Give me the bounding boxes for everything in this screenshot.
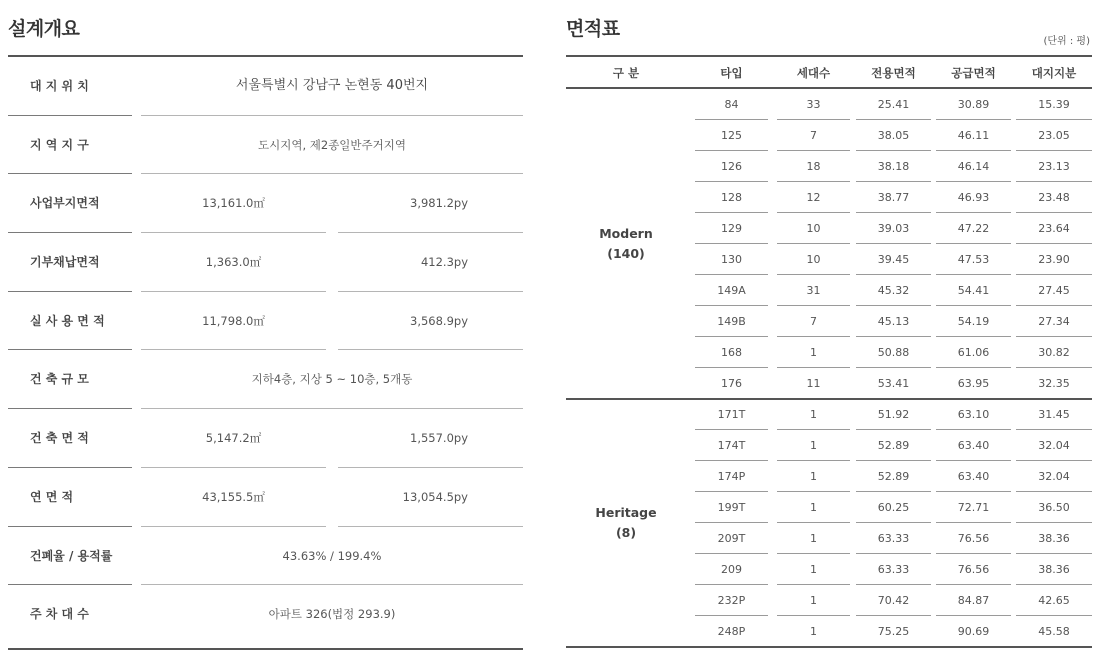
cell-type: 176 <box>721 377 742 390</box>
cell-land: 38.36 <box>1038 532 1070 545</box>
overview-value-py: 3,981.2py <box>410 196 468 211</box>
group-name: Modern <box>599 226 653 241</box>
cell-units: 1 <box>810 346 817 359</box>
cell-land: 32.04 <box>1038 470 1070 483</box>
cell-exclusive: 63.33 <box>877 532 910 545</box>
table-row <box>566 523 1092 554</box>
cell-supply: 47.22 <box>957 222 990 235</box>
cell-land: 23.90 <box>1038 253 1070 266</box>
header-exclusive-area: 전용면적 <box>871 66 916 80</box>
table-row <box>566 585 1092 616</box>
cell-supply: 84.87 <box>957 594 990 607</box>
cell-supply: 76.56 <box>957 532 990 545</box>
table-row <box>566 306 1092 337</box>
cell-type: 174P <box>717 470 746 483</box>
header-land-share: 대지지분 <box>1031 66 1077 80</box>
table-row <box>566 430 1092 461</box>
overview-label: 건 축 면 적 <box>30 431 89 446</box>
overview-value-sqm: 13,161.0㎡ <box>202 196 265 211</box>
overview-value: 아파트 326(법정 293.9) <box>268 607 396 622</box>
cell-land: 23.64 <box>1038 222 1070 235</box>
cell-supply: 30.89 <box>957 98 990 111</box>
area-table-header <box>566 55 1092 89</box>
group-name: Heritage <box>595 505 657 520</box>
table-row <box>566 89 1092 120</box>
cell-exclusive: 45.32 <box>877 284 910 297</box>
overview-value-sqm: 43,155.5㎡ <box>202 489 265 504</box>
cell-supply: 46.11 <box>957 129 990 142</box>
overview-bottom-rule <box>8 648 523 650</box>
design-overview-table <box>8 55 523 644</box>
overview-label: 대 지 위 치 <box>30 79 89 93</box>
table-row <box>566 337 1092 368</box>
cell-type: 232P <box>717 594 746 607</box>
design-overview-title: 설계개요 <box>8 18 80 40</box>
cell-land: 45.58 <box>1038 625 1070 638</box>
cell-type: 171T <box>717 408 746 421</box>
cell-units: 1 <box>810 532 817 545</box>
cell-units: 1 <box>810 470 817 483</box>
overview-label: 건 축 규 모 <box>30 372 89 387</box>
unit-note: (단위 : 평) <box>1043 36 1090 47</box>
overview-row <box>8 409 523 468</box>
overview-value: 도시지역, 제2종일반주거지역 <box>258 137 406 152</box>
cell-supply: 54.41 <box>957 284 990 297</box>
cell-land: 38.36 <box>1038 563 1070 576</box>
cell-units: 1 <box>810 625 817 638</box>
cell-type: 168 <box>721 346 742 359</box>
cell-supply: 46.93 <box>957 191 990 204</box>
cell-units: 1 <box>810 408 817 421</box>
overview-label: 기부채납면적 <box>30 255 100 270</box>
overview-value-sqm: 1,363.0㎡ <box>205 255 262 270</box>
header-units: 세대수 <box>796 66 831 80</box>
cell-exclusive: 51.92 <box>877 408 910 421</box>
header-type: 타입 <box>720 66 743 80</box>
cell-units: 7 <box>810 129 817 142</box>
cell-exclusive: 25.41 <box>877 98 910 111</box>
cell-exclusive: 50.88 <box>877 346 910 359</box>
cell-exclusive: 39.03 <box>877 222 910 235</box>
cell-land: 32.04 <box>1038 439 1070 452</box>
overview-value-py: 3,568.9py <box>410 313 468 328</box>
table-row <box>566 244 1092 275</box>
overview-row <box>8 233 523 292</box>
cell-supply: 54.19 <box>957 315 990 328</box>
cell-supply: 72.71 <box>957 501 990 514</box>
overview-value-sqm: 11,798.0㎡ <box>202 313 265 328</box>
cell-units: 10 <box>806 253 821 266</box>
cell-type: 126 <box>721 160 742 173</box>
header-group: 구 분 <box>612 66 640 80</box>
cell-exclusive: 45.13 <box>877 315 910 328</box>
cell-supply: 76.56 <box>957 563 990 576</box>
cell-units: 18 <box>806 160 821 173</box>
cell-supply: 47.53 <box>957 253 990 266</box>
cell-supply: 61.06 <box>957 346 990 359</box>
overview-label: 지 역 지 구 <box>30 137 89 152</box>
overview-value-py: 412.3py <box>420 255 468 270</box>
cell-units: 7 <box>810 315 817 328</box>
cell-land: 30.82 <box>1038 346 1070 359</box>
overview-row <box>8 468 523 527</box>
cell-supply: 46.14 <box>957 160 990 173</box>
overview-row <box>8 292 523 351</box>
cell-type: 248P <box>717 625 746 638</box>
cell-supply: 63.40 <box>957 439 990 452</box>
cell-land: 42.65 <box>1038 594 1070 607</box>
group-count: (8) <box>615 525 637 540</box>
overview-row <box>8 57 523 116</box>
overview-value: 43.63% / 199.4% <box>282 548 382 563</box>
overview-value-py: 1,557.0py <box>410 431 468 446</box>
cell-land: 15.39 <box>1038 98 1070 111</box>
cell-type: 209 <box>721 563 742 576</box>
table-row <box>566 275 1092 306</box>
cell-type: 174T <box>717 439 746 452</box>
table-row <box>566 151 1092 182</box>
overview-label: 사업부지면적 <box>30 196 100 211</box>
overview-label: 연 면 적 <box>30 489 74 504</box>
cell-supply: 63.95 <box>957 377 990 390</box>
cell-units: 1 <box>810 501 817 514</box>
cell-exclusive: 38.77 <box>877 191 910 204</box>
cell-type: 128 <box>721 191 742 204</box>
cell-type: 209T <box>717 532 746 545</box>
cell-units: 1 <box>810 594 817 607</box>
cell-supply: 90.69 <box>957 625 990 638</box>
cell-type: 130 <box>721 253 742 266</box>
overview-value: 서울특별시 강남구 논현동 40번지 <box>235 78 429 93</box>
cell-land: 23.05 <box>1038 129 1070 142</box>
overview-row <box>8 350 523 409</box>
cell-land: 27.34 <box>1038 315 1070 328</box>
overview-value: 지하4층, 지상 5 ~ 10층, 5개동 <box>251 372 413 387</box>
cell-exclusive: 53.41 <box>877 377 910 390</box>
cell-units: 1 <box>810 563 817 576</box>
cell-type: 199T <box>717 501 746 514</box>
overview-label: 건폐율 / 용적률 <box>30 548 113 563</box>
overview-row <box>8 174 523 233</box>
table-row <box>566 616 1092 647</box>
cell-land: 23.48 <box>1038 191 1070 204</box>
table-row <box>566 120 1092 151</box>
cell-type: 84 <box>724 98 739 111</box>
overview-row <box>8 116 523 175</box>
overview-value-py: 13,054.5py <box>402 489 468 504</box>
cell-exclusive: 52.89 <box>877 439 910 452</box>
table-row <box>566 492 1092 523</box>
cell-exclusive: 52.89 <box>877 470 910 483</box>
table-row <box>566 399 1092 430</box>
cell-exclusive: 63.33 <box>877 563 910 576</box>
overview-value-sqm: 5,147.2㎡ <box>205 431 262 446</box>
cell-units: 1 <box>810 439 817 452</box>
area-table-title: 면적표 <box>566 18 620 40</box>
overview-label: 주 차 대 수 <box>30 607 89 622</box>
cell-exclusive: 60.25 <box>877 501 910 514</box>
cell-type: 125 <box>721 129 742 142</box>
cell-exclusive: 38.18 <box>877 160 910 173</box>
cell-units: 31 <box>806 284 821 297</box>
table-row <box>566 368 1092 399</box>
cell-supply: 63.10 <box>957 408 990 421</box>
overview-row <box>8 527 523 586</box>
table-row <box>566 554 1092 585</box>
table-row <box>566 213 1092 244</box>
overview-row <box>8 585 523 644</box>
group-count: (140) <box>607 246 645 261</box>
cell-land: 36.50 <box>1038 501 1070 514</box>
cell-land: 23.13 <box>1038 160 1070 173</box>
cell-units: 10 <box>806 222 821 235</box>
cell-exclusive: 38.05 <box>877 129 910 142</box>
cell-exclusive: 75.25 <box>877 625 910 638</box>
cell-type: 149A <box>717 284 746 297</box>
cell-exclusive: 70.42 <box>877 594 910 607</box>
table-bottom-rule <box>566 646 1092 648</box>
overview-label: 실 사 용 면 적 <box>30 313 105 328</box>
cell-units: 11 <box>806 377 821 390</box>
cell-land: 32.35 <box>1038 377 1070 390</box>
cell-exclusive: 39.45 <box>877 253 910 266</box>
cell-supply: 63.40 <box>957 470 990 483</box>
cell-units: 12 <box>806 191 821 204</box>
cell-type: 129 <box>721 222 742 235</box>
cell-type: 149B <box>717 315 746 328</box>
table-row <box>566 182 1092 213</box>
cell-land: 27.45 <box>1038 284 1070 297</box>
cell-units: 33 <box>806 98 821 111</box>
table-row <box>566 461 1092 492</box>
header-supply-area: 공급면적 <box>951 66 996 80</box>
cell-land: 31.45 <box>1038 408 1070 421</box>
